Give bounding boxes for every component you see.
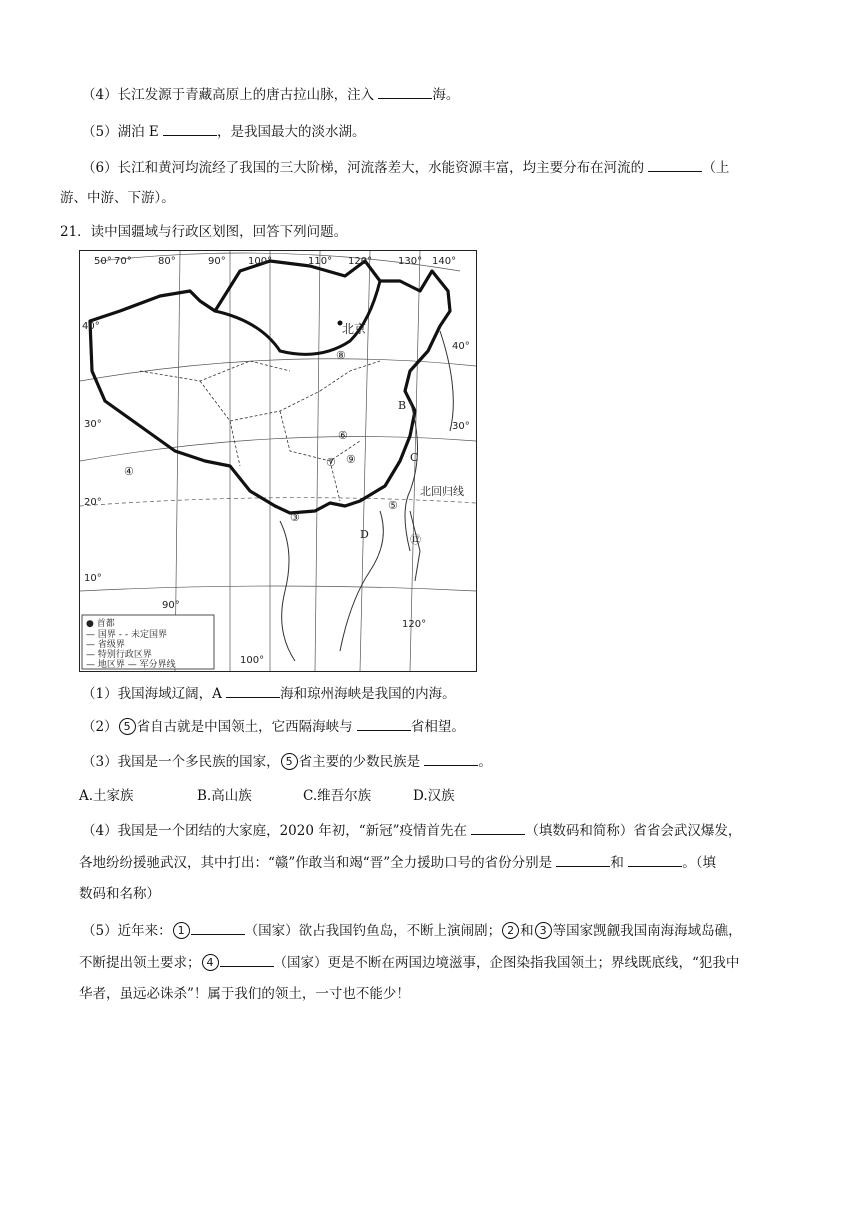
svg-text:— 省级界: — 省级界 bbox=[86, 640, 125, 650]
answer-blank[interactable] bbox=[424, 751, 478, 766]
q6-line1: （6）长江和黄河均流经了我国的三大阶梯，河流落差大，水能资源丰富，均主要分布在河流的 （上 bbox=[82, 157, 729, 178]
q21-sub4-line2: 各地纷纷援驰武汉，其中打出：“赣”作敢当和竭“晋”全力援助口号的省份分别是 和 。（填 bbox=[79, 852, 716, 873]
svg-text:— 地区界 — 军分界线: — 地区界 — 军分界线 bbox=[86, 660, 176, 670]
svg-text:— 特别行政区界: — 特别行政区界 bbox=[86, 650, 152, 660]
svg-text:110°: 110° bbox=[308, 256, 333, 267]
svg-text:30°: 30° bbox=[452, 421, 470, 432]
svg-text:100°: 100° bbox=[240, 655, 265, 666]
answer-blank[interactable] bbox=[226, 683, 280, 698]
answer-blank[interactable] bbox=[471, 820, 525, 835]
svg-text:D: D bbox=[360, 528, 369, 541]
svg-text:140°: 140° bbox=[432, 256, 457, 267]
svg-text:50°: 50° bbox=[94, 256, 112, 267]
svg-text:20°: 20° bbox=[84, 497, 102, 508]
q21-sub4-line3: 数码和名称） bbox=[79, 886, 160, 902]
option-b[interactable]: B.高山族 bbox=[197, 788, 252, 804]
svg-text:④: ④ bbox=[124, 465, 134, 478]
option-d[interactable]: D.汉族 bbox=[413, 788, 455, 804]
q4-line: （4）长江发源于青藏高原上的唐古拉山脉，注入 海。 bbox=[82, 84, 459, 105]
q21-sub3: （3）我国是一个多民族的国家， 5 省主要的少数民族是 。 bbox=[82, 751, 492, 772]
answer-blank[interactable] bbox=[220, 952, 274, 967]
answer-blank[interactable] bbox=[357, 716, 411, 731]
answer-blank[interactable] bbox=[648, 157, 702, 172]
svg-text:130°: 130° bbox=[398, 256, 423, 267]
svg-text:⑧: ⑧ bbox=[336, 349, 346, 362]
svg-text:120°: 120° bbox=[402, 619, 427, 630]
svg-text:⑥: ⑥ bbox=[338, 429, 348, 442]
svg-text:③: ③ bbox=[290, 511, 300, 524]
svg-text:北京: 北京 bbox=[342, 322, 367, 336]
circled-number: 4 bbox=[202, 954, 219, 971]
q6-line2: 游、中游、下游）。 bbox=[60, 190, 175, 206]
svg-text:90°: 90° bbox=[208, 256, 226, 267]
svg-text:⑦: ⑦ bbox=[326, 456, 336, 469]
option-c[interactable]: C.维吾尔族 bbox=[303, 788, 372, 804]
svg-text:10°: 10° bbox=[84, 573, 102, 584]
svg-text:40°: 40° bbox=[82, 321, 100, 332]
q5-line: （5）湖泊 E ，是我国最大的淡水湖。 bbox=[82, 121, 366, 142]
china-territory-map bbox=[79, 250, 477, 672]
q21-sub2: （2） 5 省自古就是中国领土，它西隔海峡与 省相望。 bbox=[82, 716, 465, 737]
svg-text:● 首都: ● 首都 bbox=[86, 619, 115, 629]
circled-number: 3 bbox=[535, 922, 552, 939]
svg-text:70°: 70° bbox=[114, 256, 132, 267]
svg-text:90°: 90° bbox=[162, 600, 180, 611]
answer-blank[interactable] bbox=[163, 121, 217, 136]
svg-text:C: C bbox=[410, 451, 419, 464]
svg-text:⑤: ⑤ bbox=[388, 499, 398, 512]
svg-text:⑨: ⑨ bbox=[346, 453, 356, 466]
answer-blank[interactable] bbox=[191, 920, 245, 935]
option-a[interactable]: A.土家族 bbox=[79, 788, 134, 804]
answer-blank[interactable] bbox=[628, 852, 682, 867]
circled-number: 2 bbox=[502, 922, 519, 939]
q21-sub5-line1: （5）近年来： 1 （国家）欲占我国钓鱼岛，不断上演闹剧； 2 和 3 等国家觊觎我国南海海域岛礁， bbox=[82, 920, 742, 941]
q21-sub4-line1: （4）我国是一个团结的大家庭，2020 年初，“新冠”疫情首先在 （填数码和简称）省省会武汉爆发， bbox=[82, 820, 741, 841]
q21-sub1: （1）我国海域辽阔，A 海和琼州海峡是我国的内海。 bbox=[82, 683, 456, 704]
q21-sub5-line2: 不断提出领土要求； 4 （国家）更是不断在两国边境滋事，企图染指我国领土；界线既底线，“犯我中 bbox=[79, 952, 739, 973]
circled-number: 5 bbox=[281, 753, 298, 770]
svg-text:80°: 80° bbox=[158, 256, 176, 267]
circled-number: 5 bbox=[119, 718, 136, 735]
svg-text:100°: 100° bbox=[248, 256, 273, 267]
svg-text:— 国界 - - 未定国界: — 国界 - - 未定国界 bbox=[86, 630, 167, 640]
svg-text:40°: 40° bbox=[452, 341, 470, 352]
answer-blank[interactable] bbox=[556, 852, 610, 867]
svg-text:北回归线: 北回归线 bbox=[420, 485, 464, 498]
q21-stem: 21．读中国疆域与行政区划图，回答下列问题。 bbox=[60, 224, 348, 240]
answer-blank[interactable] bbox=[378, 84, 432, 99]
svg-text:⑫: ⑫ bbox=[410, 533, 421, 546]
svg-text:B: B bbox=[398, 399, 407, 412]
svg-text:120°: 120° bbox=[348, 256, 373, 267]
q21-sub5-line3: 华者，虽远必诛杀”！属于我们的领土，一寸也不能少！ bbox=[79, 986, 410, 1002]
svg-text:30°: 30° bbox=[84, 419, 102, 430]
circled-number: 1 bbox=[173, 922, 190, 939]
